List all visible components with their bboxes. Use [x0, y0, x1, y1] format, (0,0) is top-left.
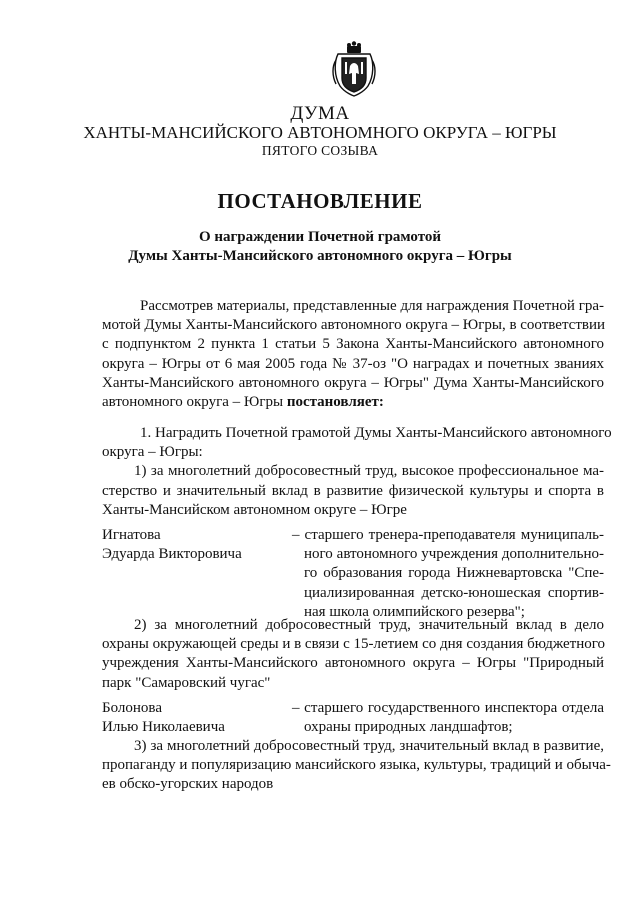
- awardee-1-position: [292, 526, 604, 622]
- sub2-line: учреждения Ханты-Мансийского автономного округа – Югры "Природный: [102, 655, 604, 672]
- sub3-line: пропаганду и популяризацию мансийского языка, культуры, традиций и обыча-: [102, 757, 611, 774]
- preamble-paragraph: [102, 297, 604, 412]
- preamble-line: Рассмотрев материалы, представленные для награждения Почетной гра-: [140, 298, 604, 314]
- position-line: ная школа олимпийского резерва";: [304, 603, 525, 620]
- org-convocation: ПЯТОГО СОЗЫВА: [261, 143, 379, 158]
- position-line: ного автономного учреждения дополнительно-: [304, 546, 604, 563]
- sub2-paragraph: [102, 616, 604, 693]
- preamble-line: автономного округа – Югры: [102, 394, 284, 411]
- sub2-line: парк "Самаровский чугас": [102, 674, 271, 691]
- awardee-2: [102, 699, 604, 739]
- document-subject-line-1: О награждении Почетной грамотой: [198, 229, 442, 245]
- item1-line: округа – Югры:: [102, 444, 203, 461]
- org-name: ДУМА: [290, 103, 350, 124]
- position-line: го образования города Нижневартовска "Спе-: [304, 565, 604, 582]
- sub3-paragraph: [102, 737, 611, 795]
- preamble-line: округа – Югры от 6 мая 2005 года № 37-оз "О наградах и почетных званиях: [102, 355, 604, 372]
- sub1-line: 1) за многолетний добросовестный труд, высокое профессиональное ма-: [134, 463, 604, 480]
- position-line: охраны природных ландшафтов;: [304, 719, 513, 736]
- awardee-given-names: Илью Николаевича: [102, 719, 225, 736]
- awardee-2-name: [102, 699, 282, 737]
- coat-of-arms-icon: [330, 40, 378, 98]
- org-region: ХАНТЫ-МАНСИЙСКОГО АВТОНОМНОГО ОКРУГА – ЮГРЫ: [83, 123, 557, 142]
- sub3-line: ев обско-угорских народов: [102, 776, 274, 793]
- sub2-line: 2) за многолетний добросовестный труд, значительный вклад в дело: [134, 617, 604, 633]
- preamble-last-line: [102, 393, 604, 412]
- document-title: ПОСТАНОВЛЕНИЕ: [217, 189, 423, 213]
- sub3-line: 3) за многолетний добросовестный труд, значительный вклад в развитие,: [134, 738, 604, 754]
- position-line: – старшего государственного инспектора отдела: [292, 700, 604, 716]
- awardee-2-position: [292, 699, 604, 737]
- position-line: – старшего тренера-преподавателя муниципаль-: [292, 527, 604, 543]
- preamble-resolves: постановляет:: [286, 394, 384, 411]
- awardee-surname: Игнатова: [102, 527, 161, 543]
- document-subject-line-2: Думы Ханты-Мансийского автономного округа – Югры: [128, 248, 512, 264]
- awardee-1-name: [102, 526, 282, 564]
- item1-line: 1. Наградить Почетной грамотой Думы Ханты-Мансийского автономного: [140, 425, 612, 441]
- position-line: циализированная детско-юношеская спортив-: [304, 584, 604, 601]
- preamble-line: мотой Думы Ханты-Мансийского автономного округа – Югры, в соответствии: [102, 317, 606, 334]
- awardee-given-names: Эдуарда Викторовича: [102, 546, 242, 563]
- preamble-line: с подпунктом 2 пункта 1 статьи 5 Закона Ханты-Мансийского автономного: [102, 336, 604, 353]
- sub1-line: стерство и значительный вклад в развитие физической культуры и спорта в: [102, 482, 604, 499]
- sub2-line: охраны окружающей среды и в связи с 15-летием со дня создания бюджетного: [102, 636, 606, 653]
- item1-paragraph: [102, 424, 612, 520]
- sub1-line: Ханты-Мансийском автономном округе – Югре: [102, 501, 407, 518]
- preamble-line: Ханты-Мансийского автономного округа – Югры" Дума Ханты-Мансийского: [102, 374, 604, 391]
- awardee-surname: Болонова: [102, 700, 162, 716]
- awardee-1: [102, 526, 604, 626]
